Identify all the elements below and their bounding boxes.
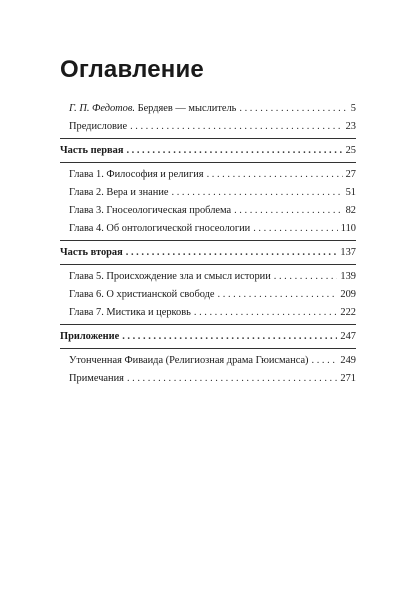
section-divider: [60, 264, 356, 265]
toc-page-number: 27: [345, 169, 356, 180]
toc-entry-title: Примечания: [69, 373, 124, 384]
toc-part-appendix[interactable]: [60, 328, 356, 346]
toc-entry-title: Утонченная Фиваида (Религиозная драма Гюисманса): [69, 355, 309, 366]
toc-part-two[interactable]: [60, 244, 356, 262]
section-divider: [60, 348, 356, 349]
dot-leader: [239, 100, 347, 118]
toc-part-title: Часть вторая: [60, 247, 123, 258]
toc-entry-chapter-3[interactable]: [60, 202, 356, 220]
toc-page-number: 247: [340, 331, 356, 342]
toc-entry-fivaida[interactable]: [60, 352, 356, 370]
toc-entry-chapter-5[interactable]: [60, 268, 356, 286]
toc-entry-title: Глава 2. Вера и знание: [69, 187, 169, 198]
dot-leader: [130, 118, 343, 136]
toc-entry-preface[interactable]: [60, 118, 356, 136]
toc-page-number: 222: [340, 307, 356, 318]
toc-entry-title: Глава 3. Гносеологическая проблема: [69, 205, 232, 216]
toc-part-title: Часть первая: [60, 145, 124, 156]
toc-entry-berdyaev[interactable]: [60, 100, 356, 118]
dot-leader: [126, 142, 342, 160]
table-of-contents: [60, 100, 356, 388]
dot-leader: [122, 328, 337, 346]
dot-leader: [207, 166, 343, 184]
toc-page-number: 25: [345, 145, 356, 156]
toc-entry-title: Глава 1. Философия и религия: [69, 169, 204, 180]
toc-entry-title: Г. П. Федотов. Бердяев — мыслитель: [69, 103, 237, 114]
dot-leader: [126, 244, 338, 262]
dot-leader: [172, 184, 343, 202]
toc-entry-title: Предисловие: [69, 121, 128, 132]
toc-page-number: 209: [340, 289, 356, 300]
dot-leader: [253, 220, 338, 238]
toc-page-number: 5: [350, 103, 356, 114]
toc-part-one[interactable]: [60, 142, 356, 160]
dot-leader: [274, 268, 338, 286]
dot-leader: [194, 304, 338, 322]
dot-leader: [218, 286, 338, 304]
toc-entry-chapter-1[interactable]: [60, 166, 356, 184]
toc-entry-chapter-4[interactable]: [60, 220, 356, 238]
toc-entry-title: Глава 7. Мистика и церковь: [69, 307, 191, 318]
toc-page-number: 137: [340, 247, 356, 258]
toc-page-number: 249: [340, 355, 356, 366]
toc-entry-chapter-7[interactable]: [60, 304, 356, 322]
toc-page-number: 23: [345, 121, 356, 132]
toc-entry-title: Глава 6. О христианской свободе: [69, 289, 215, 300]
section-divider: [60, 324, 356, 325]
dot-leader: [127, 370, 337, 388]
toc-entry-title: Глава 4. Об онтологической гносеологии: [69, 223, 251, 234]
section-divider: [60, 138, 356, 139]
toc-page-number: 51: [345, 187, 356, 198]
toc-page-number: 139: [340, 271, 356, 282]
section-divider: [60, 162, 356, 163]
toc-page-number: 110: [340, 223, 356, 234]
toc-page-number: 82: [345, 205, 356, 216]
toc-entry-author: Г. П. Федотов.: [69, 103, 135, 114]
toc-entry-chapter-2[interactable]: [60, 184, 356, 202]
toc-entry-title: Глава 5. Происхождение зла и смысл истории: [69, 271, 271, 282]
dot-leader: [312, 352, 338, 370]
page-title: Оглавление: [60, 56, 204, 83]
toc-page-number: 271: [340, 373, 356, 384]
toc-part-title: Приложение: [60, 331, 120, 342]
toc-entry-notes[interactable]: [60, 370, 356, 388]
section-divider: [60, 240, 356, 241]
toc-entry-chapter-6[interactable]: [60, 286, 356, 304]
dot-leader: [234, 202, 343, 220]
